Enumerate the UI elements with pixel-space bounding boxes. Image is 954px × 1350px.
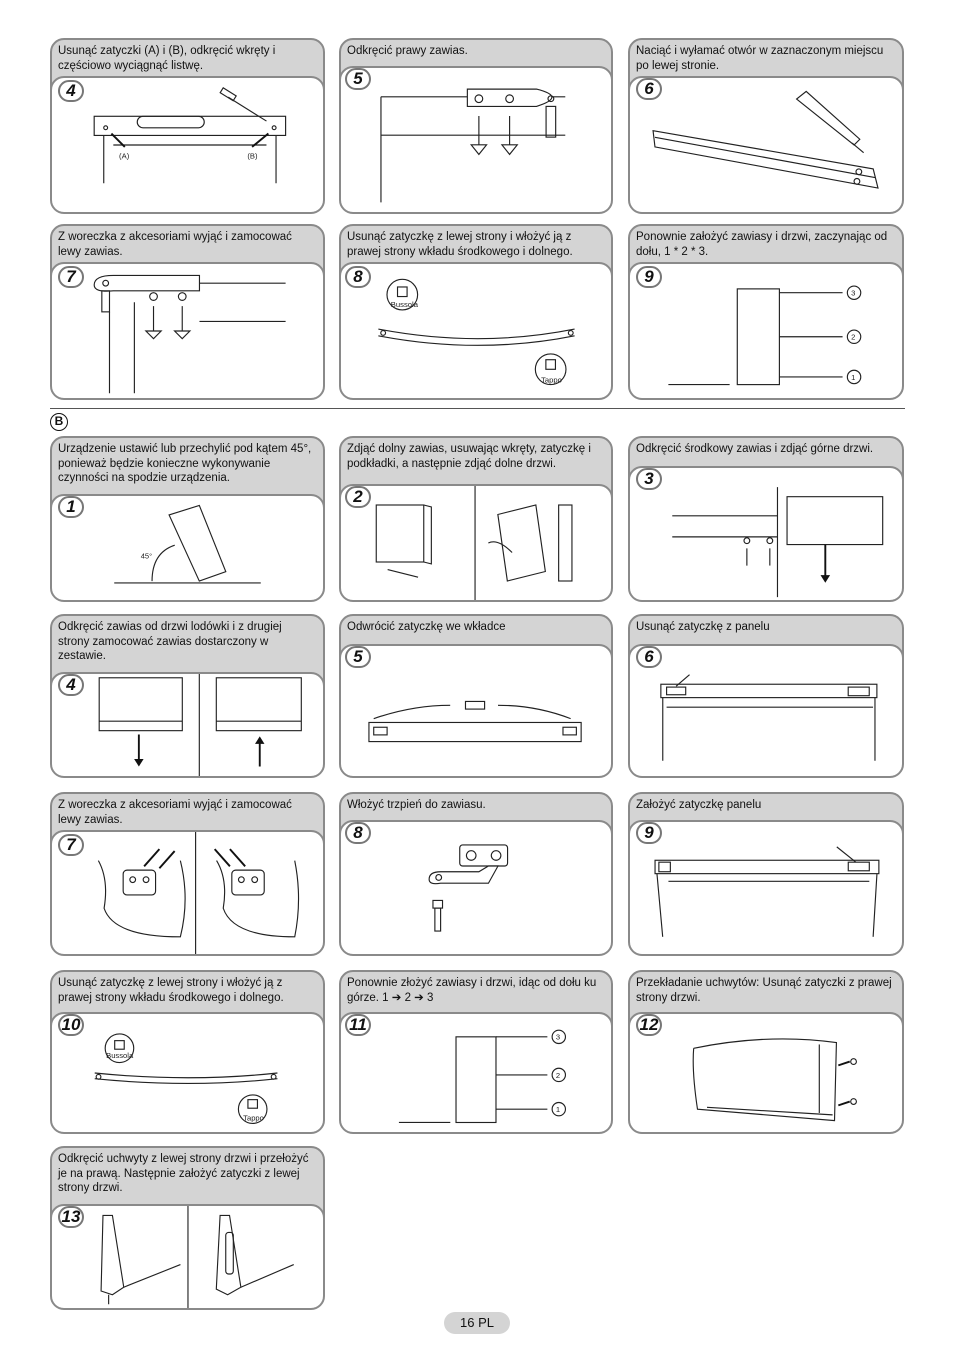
step-number: 7 [58,266,84,288]
step-caption: Z woreczka z akcesoriami wyjąć i zamocować lewy zawias. [58,231,292,258]
label-2: 2 [851,332,856,342]
label-tappo: Tappo [243,1113,264,1123]
step-number: 3 [636,468,662,490]
step-illustration [339,262,613,400]
step-number: 13 [58,1206,84,1228]
step-illustration [339,644,613,778]
step-number: 8 [345,822,371,844]
step-card-b9 [628,792,904,956]
step-illustration [50,76,325,214]
step-illustration [50,1012,325,1134]
step-number: 4 [58,674,84,696]
step-illustration [628,262,904,400]
step-illustration [50,830,325,956]
step-caption: Włożyć trzpień do zawiasu. [347,799,486,811]
step-illustration [339,1012,613,1134]
step-number: 11 [345,1014,371,1036]
label-3: 3 [851,288,856,298]
step-card-a4 [50,38,325,214]
angle-label: 45° [140,551,153,561]
step-card-b5 [339,614,613,778]
step-number: 9 [636,822,662,844]
label-1: 1 [851,372,856,382]
label-bussola: Bussola [390,300,419,310]
step-number: 5 [345,646,371,668]
label-tappo: Tappo [541,375,562,385]
step-number: 7 [58,834,84,856]
label-1: 1 [555,1105,561,1115]
step-caption: Usunąć zatyczkę z lewej strony i włożyć ją z prawej strony wkładu środkowego i dolnego. [58,977,284,1004]
step-card-b8 [339,792,613,956]
step-card-b4 [50,614,325,778]
step-caption: Zdjąć dolny zawias, usuwając wkręty, zatyczkę i podkładki, a następnie zdjąć dolne drzwi. [347,443,591,470]
step-card-a8 [339,224,613,400]
step-number: 12 [636,1014,662,1036]
label-bussola: Bussola [106,1050,134,1060]
step-card-a9 [628,224,904,400]
step-card-b3 [628,436,904,602]
step-caption: Odkręcić zawias od drzwi lodówki i z drugiej strony zamocować zawias dostarczony w zestawie. [58,621,282,662]
step-number: 6 [636,646,662,668]
step-illustration [628,820,904,956]
step-number: 10 [58,1014,84,1036]
section-b-marker: B [50,413,68,431]
step-number: 8 [345,266,371,288]
step-illustration [50,262,325,400]
label-3: 3 [555,1032,561,1042]
page-number: 16 PL [444,1312,510,1334]
step-card-b6 [628,614,904,778]
step-card-b2 [339,436,613,602]
step-illustration [50,1204,325,1310]
step-caption: Odkręcić prawy zawias. [347,45,468,57]
step-caption: Odkręcić uchwyty z lewej strony drzwi i przełożyć je na prawą. Następnie założyć zatyczki z lewej strony drzwi. [58,1153,309,1194]
step-card-b11 [339,970,613,1134]
step-caption: Urządzenie ustawić lub przechylić pod kątem 45°, ponieważ będzie konieczne wykonywanie czynności na spodzie urządzenia. [58,443,312,484]
step-card-b12 [628,970,904,1134]
step-caption: Przekładanie uchwytów: Usunąć zatyczki z prawej strony drzwi. [636,977,892,1004]
step-illustration [50,494,325,602]
step-number: 2 [345,486,371,508]
step-number: 9 [636,266,662,288]
step-caption: Usunąć zatyczkę z lewej strony i włożyć ją z prawej strony wkładu środkowego i dolnego. [347,231,573,258]
step-caption: Usunąć zatyczki (A) i (B), odkręcić wkręty i częściowo wyciągnąć listwę. [58,45,276,72]
step-card-b7 [50,792,325,956]
step-card-b1 [50,436,325,602]
step-card-b13 [50,1146,325,1310]
step-card-a7 [50,224,325,400]
step-caption: Naciąć i wyłamać otwór w zaznaczonym miejscu po lewej stronie. [636,45,884,72]
step-illustration [628,466,904,602]
step-caption: Założyć zatyczkę panelu [636,799,762,811]
step-illustration [50,672,325,778]
step-number: 5 [345,68,371,90]
step-illustration [339,484,613,602]
step-card-a6 [628,38,904,214]
step-illustration [339,66,613,214]
step-caption: Ponownie założyć zawiasy i drzwi, zaczynając od dołu, 1 * 2 * 3. [636,231,888,258]
step-illustration [339,820,613,956]
step-caption: Odkręcić środkowy zawias i zdjąć górne drzwi. [636,443,874,455]
step-card-b10 [50,970,325,1134]
step-number: 1 [58,496,84,518]
step-illustration [628,1012,904,1134]
section-divider [50,408,905,409]
step-caption: Usunąć zatyczkę z panelu [636,621,770,633]
step-caption: Odwrócić zatyczkę we wkładce [347,621,506,633]
step-number: 6 [636,78,662,100]
step-card-a5 [339,38,613,214]
step-caption: Ponownie złożyć zawiasy i drzwi, idąc od dołu ku górze. 1 ➔ 2 ➔ 3 [347,977,597,1004]
label-2: 2 [555,1070,561,1080]
step-illustration [628,76,904,214]
label-b: (B) [247,151,258,161]
step-illustration [628,644,904,778]
step-caption: Z woreczka z akcesoriami wyjąć i zamocować lewy zawias. [58,799,292,826]
label-a: (A) [119,151,130,161]
step-number: 4 [58,80,84,102]
